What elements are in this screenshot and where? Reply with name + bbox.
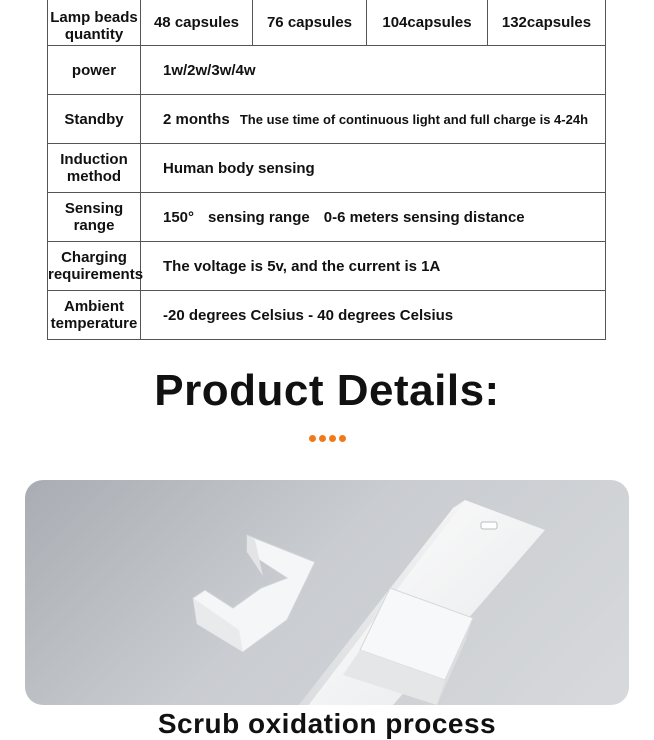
spec-value	[141, 193, 606, 242]
caption: Scrub oxidation process	[157, 708, 497, 739]
dot-icon	[309, 435, 316, 442]
standby-duration: 2 months	[163, 110, 230, 128]
spec-table	[47, 0, 606, 340]
sensing-distance: 0-6 meters sensing distance	[323, 208, 525, 226]
bead-count-76: 76 capsules	[253, 0, 367, 46]
dot-icon	[329, 435, 336, 442]
spec-label: Standby	[48, 95, 141, 144]
bead-count-132: 132capsules	[488, 0, 606, 46]
spec-label: Induction method	[48, 144, 141, 193]
spec-label: Lamp beads quantity	[48, 0, 141, 46]
spec-label: power	[48, 46, 141, 95]
spec-label: Charging requirements	[48, 242, 141, 291]
spec-label: Sensing range	[48, 193, 141, 242]
standby-note: The use time of continuous light and full charge is 4-24h	[239, 111, 589, 127]
led-light-bar-icon	[25, 480, 629, 705]
bead-count-104: 104capsules	[367, 0, 488, 46]
bead-count-48: 48 capsules	[141, 0, 253, 46]
spec-value: -20 degrees Celsius - 40 degrees Celsius	[141, 291, 606, 340]
spec-label: Ambient temperature	[48, 291, 141, 340]
product-image	[25, 480, 629, 705]
table-row	[48, 144, 606, 193]
spec-value: The voltage is 5v, and the current is 1A	[141, 242, 606, 291]
dot-icon	[319, 435, 326, 442]
table-row	[48, 193, 606, 242]
sensing-range-text: sensing range	[208, 208, 310, 226]
spec-value: Human body sensing	[141, 144, 606, 193]
spec-value: 1w/2w/3w/4w	[141, 46, 606, 95]
table-row	[48, 0, 606, 46]
dot-icon	[339, 435, 346, 442]
section-title: Product Details:	[154, 366, 500, 415]
decorative-dots	[0, 435, 654, 442]
table-row	[48, 291, 606, 340]
spec-value	[141, 95, 606, 144]
sensing-angle: 150°	[163, 208, 195, 226]
table-row	[48, 95, 606, 144]
table-row	[48, 242, 606, 291]
table-row	[48, 46, 606, 95]
